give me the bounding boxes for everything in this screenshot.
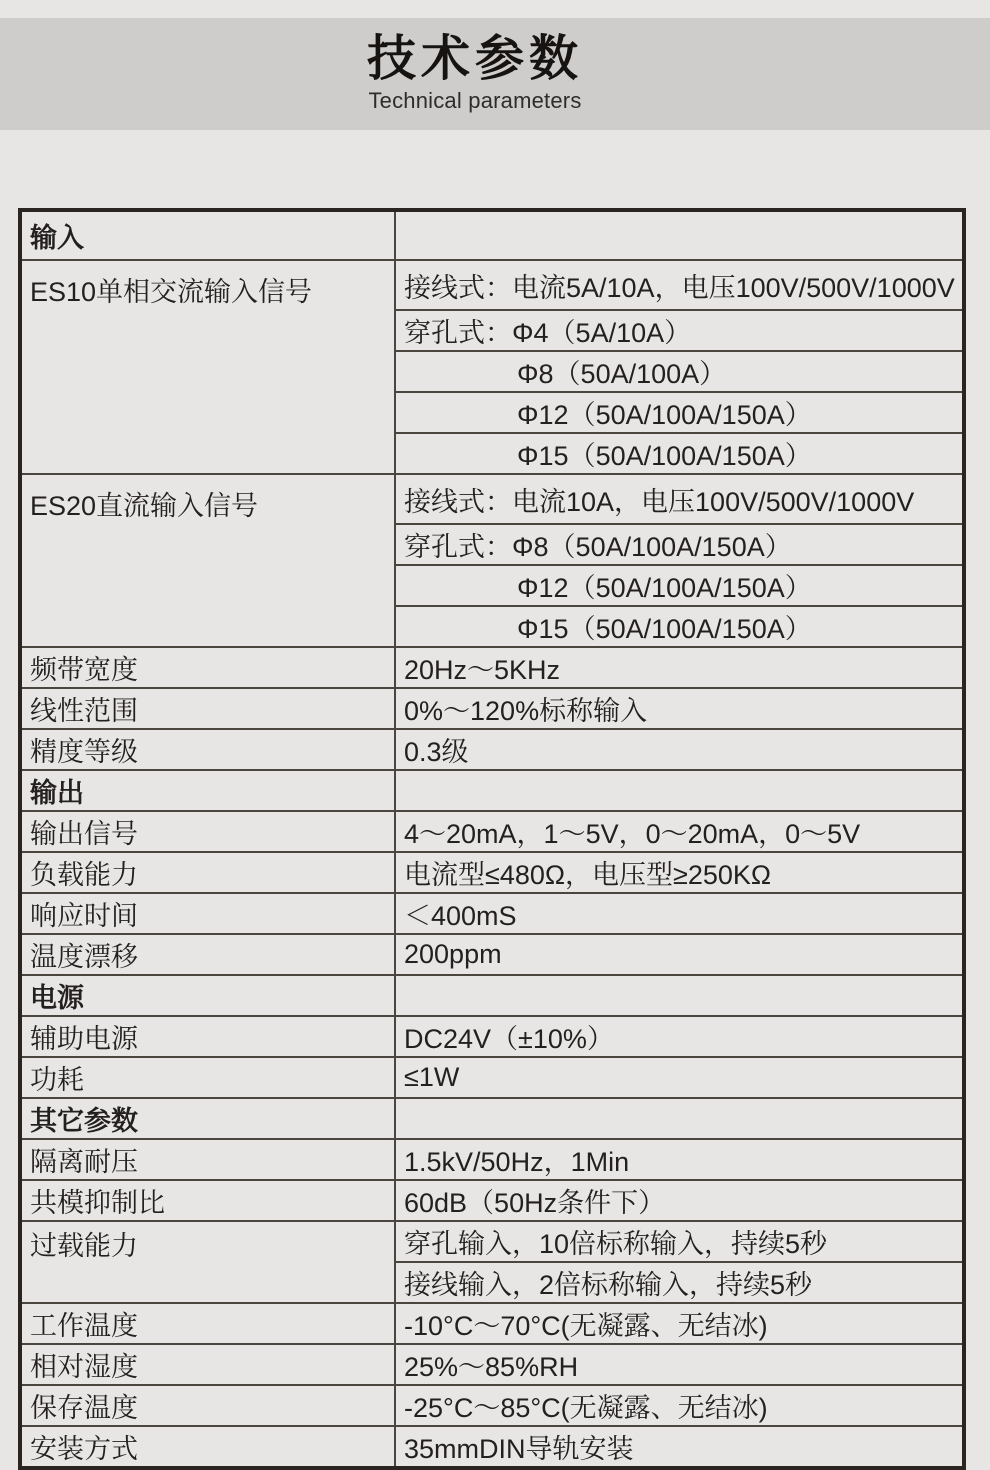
- row-value: Φ15（50A/100A/150A）: [395, 433, 964, 474]
- row-value: 1.5kV/50Hz，1Min: [395, 1139, 964, 1180]
- row-label: 输入: [20, 210, 395, 260]
- row-label: 其它参数: [20, 1098, 395, 1139]
- row-value: ≤1W: [395, 1057, 964, 1098]
- row-value: 4～20mA，1～5V，0～20mA，0～5V: [395, 811, 964, 852]
- table-row: [20, 975, 964, 1016]
- table-row: [20, 688, 964, 729]
- table-row: [20, 1385, 964, 1426]
- table-row: [20, 474, 964, 524]
- row-value: 0%～120%标称输入: [395, 688, 964, 729]
- row-value: 接线式：电流5A/10A，电压100V/500V/1000V: [395, 260, 964, 310]
- row-value: [395, 975, 964, 1016]
- spec-table: [18, 208, 966, 1470]
- row-value: 200ppm: [395, 934, 964, 975]
- row-label: 保存温度: [20, 1385, 395, 1426]
- row-value: 接线式：电流10A，电压100V/500V/1000V: [395, 474, 964, 524]
- row-label: 负载能力: [20, 852, 395, 893]
- row-value: -25°C～85°C(无凝露、无结冰): [395, 1385, 964, 1426]
- table-row: [20, 1221, 964, 1262]
- header-band-inner: [0, 18, 970, 130]
- table-row: [20, 647, 964, 688]
- row-label: 隔离耐压: [20, 1139, 395, 1180]
- row-label: 输出信号: [20, 811, 395, 852]
- row-label: 共模抑制比: [20, 1180, 395, 1221]
- row-value: ＜400mS: [395, 893, 964, 934]
- table-row: [20, 811, 964, 852]
- table-row: [20, 893, 964, 934]
- row-value: [395, 770, 964, 811]
- row-value: 穿孔式：Φ4（5A/10A）: [395, 310, 964, 351]
- table-row: [20, 1139, 964, 1180]
- table-row: [20, 1057, 964, 1098]
- row-label: 频带宽度: [20, 647, 395, 688]
- row-label: 辅助电源: [20, 1016, 395, 1057]
- table-row: [20, 1180, 964, 1221]
- row-value: [395, 210, 964, 260]
- table-row: [20, 1426, 964, 1468]
- page-subtitle: Technical parameters: [368, 87, 582, 113]
- row-value: -10°C～70°C(无凝露、无结冰): [395, 1303, 964, 1344]
- row-value: DC24V（±10%）: [395, 1016, 964, 1057]
- table-row: [20, 1344, 964, 1385]
- row-value: 20Hz～5KHz: [395, 647, 964, 688]
- table-row: [20, 852, 964, 893]
- page-title: 技术参数: [366, 32, 583, 87]
- row-label: 相对湿度: [20, 1344, 395, 1385]
- table-row: [20, 1016, 964, 1057]
- table-row: [20, 770, 964, 811]
- row-label: ES10单相交流输入信号: [20, 260, 395, 474]
- row-value: 35mmDIN导轨安装: [395, 1426, 964, 1468]
- row-label: 精度等级: [20, 729, 395, 770]
- table-row: [20, 210, 964, 260]
- row-label: 功耗: [20, 1057, 395, 1098]
- row-value: 电流型≤480Ω，电压型≥250KΩ: [395, 852, 964, 893]
- row-label: 工作温度: [20, 1303, 395, 1344]
- header-band: [0, 18, 990, 130]
- row-value: 60dB（50Hz条件下）: [395, 1180, 964, 1221]
- row-value: Φ12（50A/100A/150A）: [395, 392, 964, 433]
- row-label: 线性范围: [20, 688, 395, 729]
- spec-table-body: [20, 210, 964, 1468]
- row-value: 穿孔式：Φ8（50A/100A/150A）: [395, 524, 964, 565]
- row-value: [395, 1098, 964, 1139]
- row-label: 电源: [20, 975, 395, 1016]
- row-value: 接线输入，2倍标称输入，持续5秒: [395, 1262, 964, 1303]
- row-value: 0.3级: [395, 729, 964, 770]
- row-value: Φ8（50A/100A）: [395, 351, 964, 392]
- row-value: Φ15（50A/100A/150A）: [395, 606, 964, 647]
- row-value: 25%～85%RH: [395, 1344, 964, 1385]
- table-row: [20, 729, 964, 770]
- row-label: 温度漂移: [20, 934, 395, 975]
- row-label: 安装方式: [20, 1426, 395, 1468]
- table-row: [20, 934, 964, 975]
- table-row: [20, 260, 964, 310]
- row-label: 响应时间: [20, 893, 395, 934]
- table-row: [20, 1098, 964, 1139]
- row-value: Φ12（50A/100A/150A）: [395, 565, 964, 606]
- row-label: 输出: [20, 770, 395, 811]
- row-label: ES20直流输入信号: [20, 474, 395, 647]
- row-value: 穿孔输入，10倍标称输入，持续5秒: [395, 1221, 964, 1262]
- table-row: [20, 1303, 964, 1344]
- row-label: 过载能力: [20, 1221, 395, 1303]
